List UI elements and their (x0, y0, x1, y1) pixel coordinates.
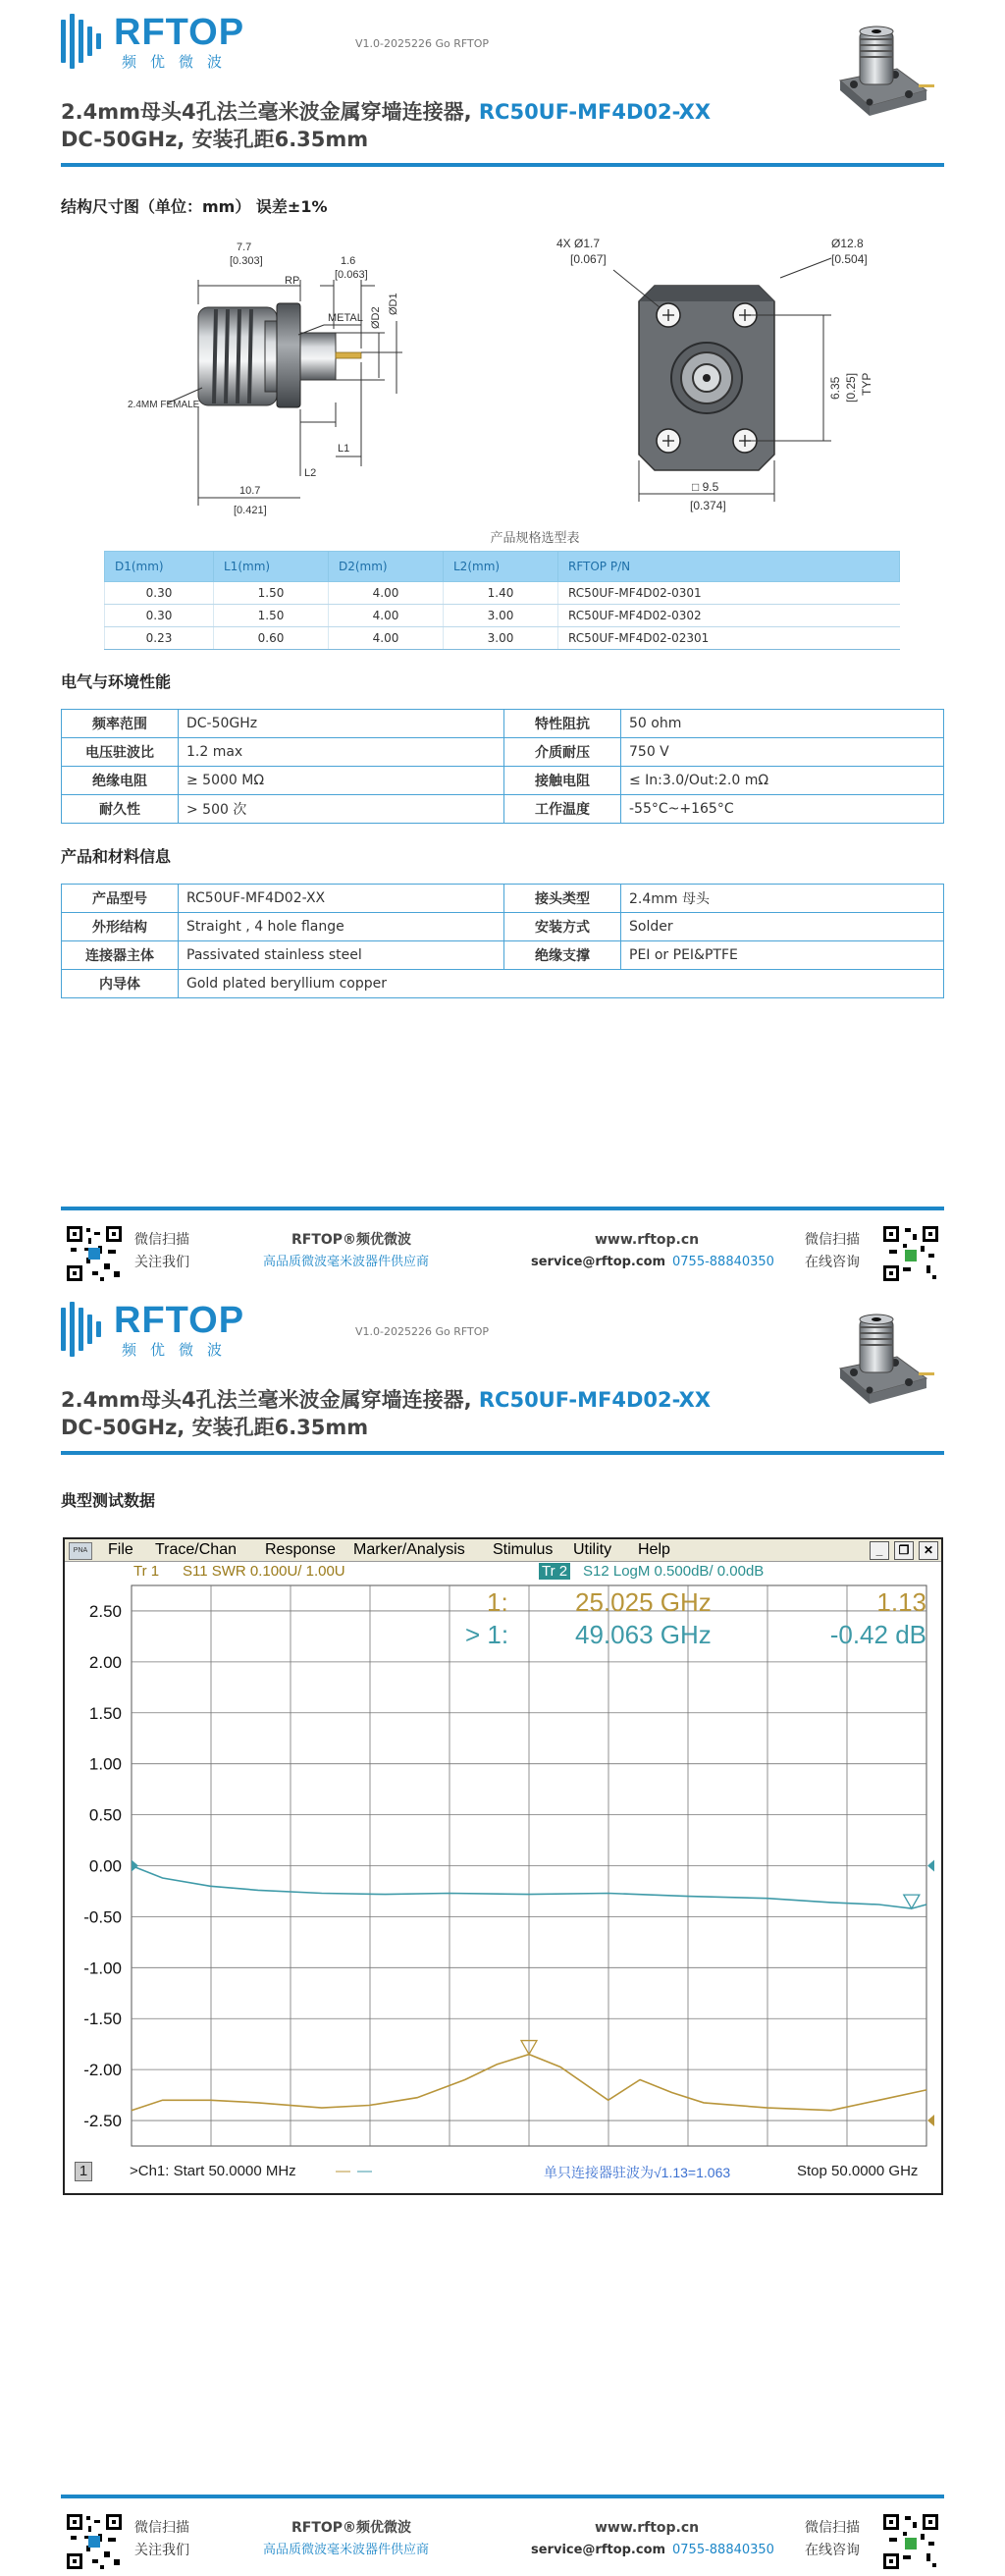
dim-10-7: 10.7 (239, 485, 261, 497)
logo-wordmark: RFTOP (114, 12, 245, 53)
swr-note: 单只连接器驻波为√1.13=1.063 (544, 2165, 731, 2180)
page-2 (0, 1288, 1005, 2576)
footer-divider (61, 1207, 944, 1210)
table-row (62, 710, 944, 738)
table-row (62, 913, 944, 941)
cell: 1.50 (214, 582, 329, 605)
y-tick-label: 0.00 (88, 1856, 122, 1876)
qr-code-consult[interactable] (881, 2512, 940, 2571)
test-section-title: 典型测试数据 (61, 1491, 156, 1510)
menu-help[interactable]: Help (638, 1541, 670, 1558)
col-l1: L1(mm) (214, 552, 329, 582)
channel-number[interactable]: 1 (75, 2162, 92, 2181)
footer-follow-label: 关注我们 (134, 2543, 189, 2558)
cell: RC50UF-MF4D02-0301 (558, 582, 900, 605)
legend-s11-swatch: — (336, 2163, 350, 2179)
dimension-section-title: 结构尺寸图（单位：mm） 误差±1% (61, 197, 328, 216)
cell-value: 750 V (621, 738, 944, 767)
y-tick-label: 1.50 (88, 1703, 122, 1723)
trace2-format: S12 LogM 0.500dB/ 0.00dB (583, 1563, 765, 1580)
typ-label: TYP (860, 372, 873, 396)
footer-brand: RFTOP®频优微波 (291, 2520, 412, 2536)
reference-arrow-s11-icon (927, 2115, 934, 2126)
d1-label: ØD1 (388, 293, 399, 315)
footer-scan-label-2: 微信扫描 (805, 2520, 860, 2536)
plot-grid (132, 1585, 926, 2146)
header-divider (61, 163, 944, 167)
dim-7-7-inch: [0.303] (230, 255, 263, 267)
vna-status-bar (65, 2152, 941, 2193)
footer-website-link[interactable]: www.rftop.cn (595, 2520, 700, 2536)
y-axis-labels (83, 1602, 122, 2130)
pitch-label: 6.35 (828, 376, 842, 400)
cell-value: 2.4mm 母头 (621, 885, 944, 913)
restore-icon[interactable]: ❐ (894, 1541, 914, 1560)
trace1-format: S11 SWR 0.100U/ 1.00U (183, 1563, 345, 1580)
cell: 1.40 (444, 582, 558, 605)
footer-consult-label: 在线咨询 (805, 1255, 860, 1270)
plot-markers (132, 1860, 934, 2127)
menu-trace-chan[interactable]: Trace/Chan (155, 1541, 237, 1558)
cell-key: 产品型号 (62, 885, 179, 913)
footer-website-link[interactable]: www.rftop.cn (595, 1232, 700, 1248)
cell: RC50UF-MF4D02-0302 (558, 605, 900, 627)
cell-key: 接头类型 (504, 885, 621, 913)
cell-value: DC-50GHz (179, 710, 504, 738)
qr-code-follow[interactable] (65, 2512, 124, 2571)
cell-value: ≥ 5000 MΩ (179, 767, 504, 795)
footer-phone: 0755-88840350 (672, 2543, 774, 2557)
table-row (62, 885, 944, 913)
cell: 0.30 (105, 605, 214, 627)
logo-wordmark: RFTOP (114, 1300, 245, 1341)
rp-label: RP (285, 275, 300, 287)
qr-code-follow[interactable] (65, 1224, 124, 1283)
title-part-number: RC50UF-MF4D02-XX (478, 100, 712, 124)
side-view-drawing (128, 231, 540, 525)
table-row (62, 795, 944, 824)
table-row (105, 605, 900, 627)
pitch-inch: [0.25] (844, 372, 858, 402)
footer-slogan: 高品质微波毫米波器件供应商 (263, 2543, 430, 2557)
vna-trace-bar (65, 1562, 941, 1582)
diameter-label: Ø12.8 (831, 237, 864, 250)
product-subtitle: DC-50GHz, 安装孔距6.35mm (61, 1416, 369, 1439)
version-text: V1.0-2025226 Go RFTOP (355, 1325, 490, 1338)
cell-value: PEI or PEI&PTFE (621, 941, 944, 970)
cell: 3.00 (444, 627, 558, 650)
cell-value: Passivated stainless steel (179, 941, 504, 970)
cell: 4.00 (329, 605, 444, 627)
legend-s12-swatch: — (357, 2163, 372, 2179)
dim-10-7-inch: [0.421] (234, 505, 267, 516)
qr-code-consult[interactable] (881, 1224, 940, 1283)
footer-follow-label: 关注我们 (134, 1255, 189, 1270)
spec-table (104, 551, 900, 650)
material-table (61, 884, 944, 998)
square-inch: [0.374] (690, 499, 726, 512)
vna-menubar (65, 1539, 941, 1562)
table-row (62, 970, 944, 998)
cell: 0.23 (105, 627, 214, 650)
y-tick-label: -2.00 (83, 2061, 122, 2080)
cell-key: 特性阻抗 (504, 710, 621, 738)
y-tick-label: 2.00 (88, 1652, 122, 1672)
marker1-label: 1: (487, 1587, 508, 1617)
logo-chinese-name: 频优微波 (122, 53, 237, 71)
reference-arrow-right-icon (927, 1860, 934, 1872)
vna-plot-area (65, 1582, 941, 2152)
marker2-frequency: 49.063 GHz (575, 1620, 712, 1649)
l2-label: L2 (304, 467, 317, 479)
product-title (61, 1384, 711, 1414)
cell-key: 安装方式 (504, 913, 621, 941)
stop-frequency: Stop 50.0000 GHz (797, 2163, 919, 2179)
cell-key: 耐久性 (62, 795, 179, 824)
footer-phone: 0755-88840350 (672, 1255, 774, 1269)
footer-divider (61, 2495, 944, 2498)
rftop-logo[interactable] (61, 1296, 277, 1357)
marker2-value: -0.42 dB (829, 1620, 926, 1649)
cell-key: 介质耐压 (504, 738, 621, 767)
female-label: 2.4MM FEMALE (128, 400, 200, 410)
cell-value: Straight , 4 hole flange (179, 913, 504, 941)
footer-slogan: 高品质微波毫米波器件供应商 (263, 1255, 430, 1269)
col-pn: RFTOP P/N (558, 552, 900, 582)
cell: 4.00 (329, 582, 444, 605)
y-tick-label: -1.00 (83, 1959, 122, 1978)
marker1-value: 1.13 (876, 1587, 926, 1617)
title-prefix: 2.4mm母头4孔法兰毫米波金属穿墙连接器, (61, 1388, 479, 1412)
minimize-icon[interactable]: _ (870, 1541, 889, 1560)
table-row (105, 582, 900, 605)
footer-scan-label-2: 微信扫描 (805, 1232, 860, 1248)
marker1-frequency: 25.025 GHz (575, 1587, 712, 1617)
table-row (62, 738, 944, 767)
product-title (61, 96, 711, 126)
cell: 1.50 (214, 605, 329, 627)
spec-table-caption: 产品规格选型表 (490, 531, 580, 546)
title-prefix: 2.4mm母头4孔法兰毫米波金属穿墙连接器, (61, 100, 479, 124)
vna-app-icon: PNA (69, 1542, 92, 1560)
diameter-inch: [0.504] (831, 252, 868, 266)
cell-value: > 500 次 (179, 795, 504, 824)
cell-value: 50 ohm (621, 710, 944, 738)
product-image (820, 1310, 938, 1418)
table-row (62, 767, 944, 795)
trace1-label[interactable]: Tr 1 (133, 1563, 160, 1580)
col-d1: D1(mm) (105, 552, 214, 582)
d2-label: ØD2 (370, 306, 382, 329)
cell-value: ≤ In:3.0/Out:2.0 mΩ (621, 767, 944, 795)
trace2-label[interactable]: Tr 2 (539, 1563, 570, 1580)
footer-consult-label: 在线咨询 (805, 2543, 860, 2558)
start-frequency: >Ch1: Start 50.0000 MHz (130, 2163, 296, 2179)
y-tick-label: -0.50 (83, 1907, 122, 1927)
header-divider (61, 1451, 944, 1455)
y-tick-label: 0.50 (88, 1805, 122, 1825)
menu-utility[interactable]: Utility (573, 1541, 612, 1558)
col-d2: D2(mm) (329, 552, 444, 582)
cell-key: 电压驻波比 (62, 738, 179, 767)
electrical-table (61, 709, 944, 824)
product-image (820, 22, 938, 130)
cell: 0.30 (105, 582, 214, 605)
y-tick-label: -1.50 (83, 2010, 122, 2029)
cell-key: 外形结构 (62, 913, 179, 941)
cell-value: Solder (621, 913, 944, 941)
cell: 3.00 (444, 605, 558, 627)
logo-chinese-name: 频优微波 (122, 1341, 237, 1359)
footer-email-link[interactable]: service@rftop.com (531, 2543, 666, 2557)
cell-value: Gold plated beryllium copper (179, 970, 944, 998)
product-subtitle: DC-50GHz, 安装孔距6.35mm (61, 128, 369, 151)
cell-key: 绝缘电阻 (62, 767, 179, 795)
y-tick-label: -2.50 (83, 2112, 122, 2131)
material-section-title: 产品和材料信息 (61, 847, 172, 866)
menu-stimulus[interactable]: Stimulus (493, 1541, 554, 1558)
cell-value: -55°C~+165°C (621, 795, 944, 824)
footer-scan-label: 微信扫描 (134, 1232, 189, 1248)
holes-inch: [0.067] (570, 252, 607, 266)
cell-value: 1.2 max (179, 738, 504, 767)
table-row (105, 627, 900, 650)
rftop-logo[interactable] (61, 8, 277, 69)
cell: 0.60 (214, 627, 329, 650)
footer-brand: RFTOP®频优微波 (291, 1232, 412, 1248)
y-tick-label: 2.50 (88, 1601, 122, 1621)
title-part-number: RC50UF-MF4D02-XX (478, 1388, 712, 1412)
cell-key: 连接器主体 (62, 941, 179, 970)
cell-key: 频率范围 (62, 710, 179, 738)
close-icon[interactable]: ✕ (919, 1541, 938, 1560)
holes-label: 4X Ø1.7 (556, 237, 601, 250)
menu-response[interactable]: Response (265, 1541, 337, 1558)
marker2-label: > 1: (465, 1620, 509, 1649)
front-view-drawing (545, 231, 898, 525)
footer-email-link[interactable]: service@rftop.com (531, 1255, 666, 1269)
version-text: V1.0-2025226 Go RFTOP (355, 37, 490, 50)
dim-1-6-inch: [0.063] (335, 269, 368, 281)
cell: RC50UF-MF4D02-02301 (558, 627, 900, 650)
dim-7-7: 7.7 (237, 242, 252, 253)
spec-header-row (105, 552, 900, 582)
menu-marker-analysis[interactable]: Marker/Analysis (353, 1541, 465, 1558)
footer-scan-label: 微信扫描 (134, 2520, 189, 2536)
square-label: □ 9.5 (692, 480, 719, 494)
l1-label: L1 (338, 443, 350, 455)
cell: 4.00 (329, 627, 444, 650)
electrical-section-title: 电气与环境性能 (61, 672, 172, 691)
metal-label: METAL (328, 312, 363, 324)
cell-key: 内导体 (62, 970, 179, 998)
cell-key: 接触电阻 (504, 767, 621, 795)
dim-1-6: 1.6 (341, 255, 356, 267)
table-row (62, 941, 944, 970)
y-tick-label: 1.00 (88, 1754, 122, 1774)
col-l2: L2(mm) (444, 552, 558, 582)
vna-screenshot (63, 1537, 943, 2195)
cell-key: 工作温度 (504, 795, 621, 824)
menu-file[interactable]: File (108, 1541, 133, 1558)
cell-key: 绝缘支撑 (504, 941, 621, 970)
reference-arrow-left-icon (132, 1860, 138, 1872)
cell-value: RC50UF-MF4D02-XX (179, 885, 504, 913)
